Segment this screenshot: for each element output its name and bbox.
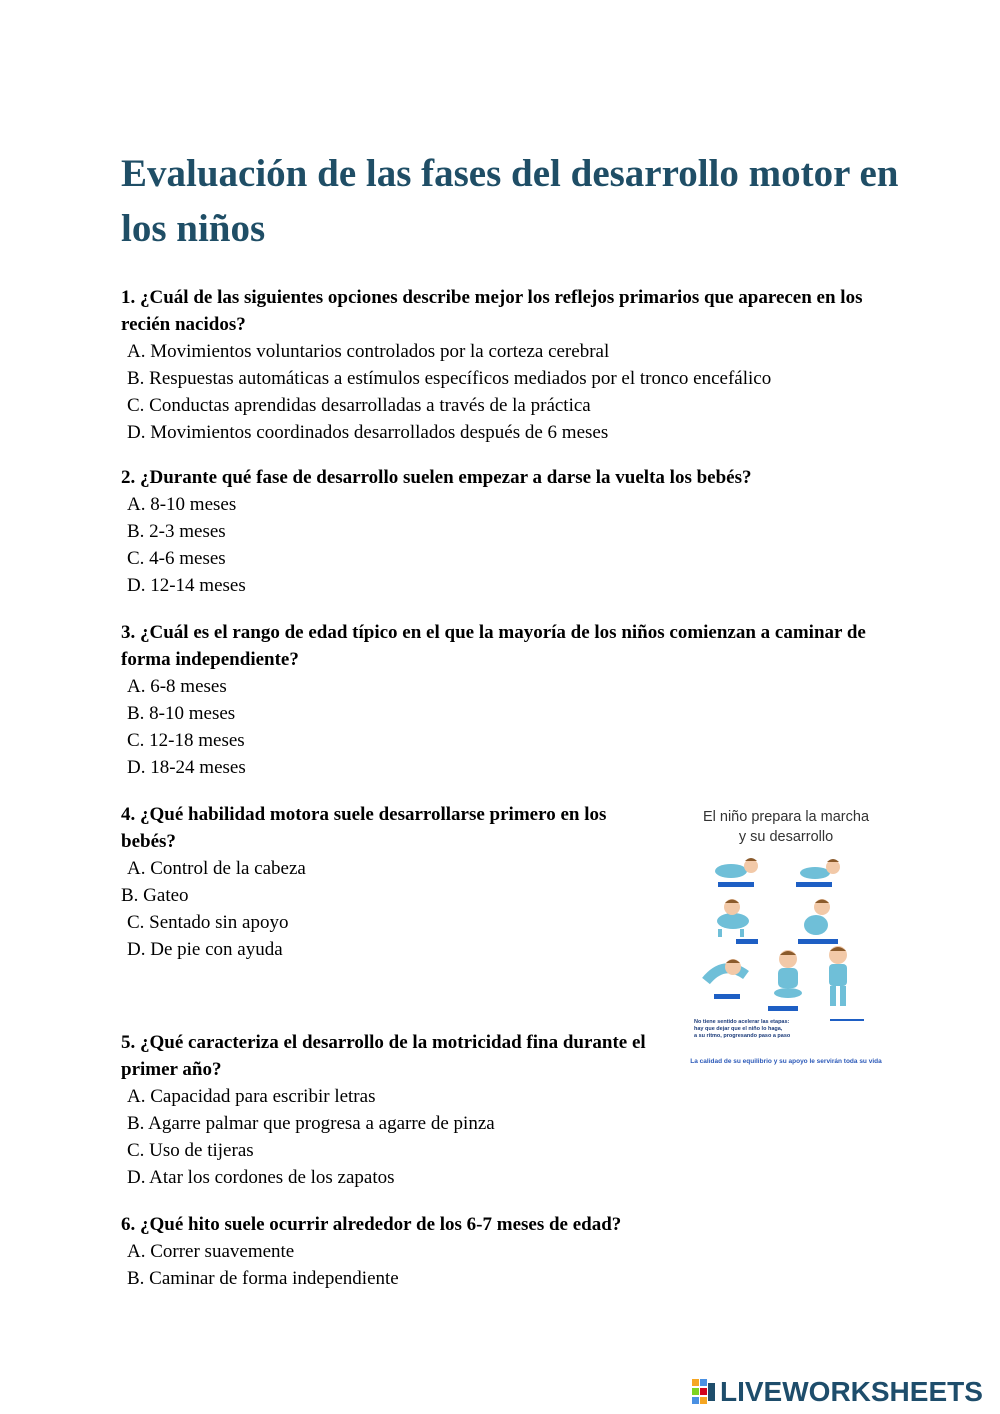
baby-kneeling-icon <box>798 899 838 944</box>
option-b[interactable]: B. 2-3 meses <box>127 521 226 542</box>
question-text: 1. ¿Cuál de las siguientes opciones describe mejor los reflejos primarios que aparecen en los recién nacidos? <box>121 287 863 335</box>
option-a[interactable]: A. 8-10 meses <box>127 494 237 515</box>
option-c[interactable]: C. Uso de tijeras <box>127 1140 254 1161</box>
question-2 <box>121 464 881 599</box>
option-d[interactable]: D. Atar los cordones de los zapatos <box>127 1167 395 1188</box>
option-a[interactable]: A. Movimientos voluntarios controlados por la corteza cerebral <box>127 341 610 362</box>
option-c[interactable]: C. Conductas aprendidas desarrolladas a través de la práctica <box>127 395 591 416</box>
option-a[interactable]: A. 6-8 meses <box>127 676 227 697</box>
question-3 <box>121 619 881 781</box>
option-a[interactable]: A. Correr suavemente <box>127 1241 295 1262</box>
option-d[interactable]: D. De pie con ayuda <box>127 939 283 960</box>
baby-on-all-fours-icon <box>706 959 746 999</box>
option-b[interactable]: B. Respuestas automáticas a estímulos específicos mediados por el tronco encefálico <box>127 368 772 389</box>
option-c[interactable]: C. 4-6 meses <box>127 548 226 569</box>
infographic-title-line-2: y su desarrollo <box>738 829 834 845</box>
option-b[interactable]: B. 8-10 meses <box>127 703 236 724</box>
option-b[interactable]: B. Gateo <box>121 885 189 906</box>
option-c[interactable]: C. 12-18 meses <box>127 730 245 751</box>
baby-lying-back-icon <box>715 858 758 887</box>
baby-sitting-icon <box>768 950 802 1011</box>
option-d[interactable]: D. 12-14 meses <box>127 575 246 596</box>
brand-name: LIVEWORKSHEETS <box>720 1376 983 1407</box>
option-d[interactable]: D. Movimientos coordinados desarrollados después de 6 meses <box>127 422 609 443</box>
option-a[interactable]: A. Control de la cabeza <box>127 858 306 879</box>
liveworksheets-brand[interactable] <box>692 1375 983 1409</box>
baby-lying-belly-icon <box>796 859 840 887</box>
note-line-3: a su ritmo, progresando paso a paso <box>694 1033 791 1039</box>
option-b[interactable]: B. Caminar de forma independiente <box>127 1268 399 1289</box>
infographic-title-line-1: El niño prepara la marcha <box>702 809 870 825</box>
page-title: Evaluación de las fases del desarrollo motor en los niños <box>121 152 899 250</box>
infographic-title <box>688 807 884 847</box>
liveworksheets-logo-icon <box>692 1379 716 1405</box>
baby-crawling-icon <box>717 899 758 944</box>
option-a[interactable]: A. Capacidad para escribir letras <box>127 1086 376 1107</box>
question-1 <box>121 284 881 446</box>
question-5 <box>121 1029 681 1191</box>
child-standing-icon <box>829 946 864 1021</box>
question-text: 4. ¿Qué habilidad motora suele desarrollarse primero en los bebés? <box>121 804 607 852</box>
development-infographic <box>688 803 884 1093</box>
question-text: 6. ¿Qué hito suele ocurrir alrededor de los 6-7 meses de edad? <box>121 1214 622 1235</box>
toddler-development-illustration <box>688 851 884 1021</box>
question-text: 3. ¿Cuál es el rango de edad típico en el que la mayoría de los niños comienzan a caminar de forma independiente? <box>121 622 866 670</box>
option-d[interactable]: D. 18-24 meses <box>127 757 246 778</box>
infographic-footer: La calidad de su equilibrio y su apoyo le servirán toda su vida <box>690 1058 882 1065</box>
question-4 <box>121 801 661 963</box>
option-c[interactable]: C. Sentado sin apoyo <box>127 912 289 933</box>
note-line-2: hay que dejar que el niño lo haga, <box>694 1026 783 1032</box>
note-line-1: No tiene sentido acelerar las etapas: <box>694 1019 790 1025</box>
question-6 <box>121 1211 881 1292</box>
question-text: 5. ¿Qué caracteriza el desarrollo de la motricidad fina durante el primer año? <box>121 1032 646 1080</box>
option-b[interactable]: B. Agarre palmar que progresa a agarre de pinza <box>127 1113 495 1134</box>
question-text: 2. ¿Durante qué fase de desarrollo suelen empezar a darse la vuelta los bebés? <box>121 467 752 488</box>
infographic-note <box>694 1019 814 1040</box>
